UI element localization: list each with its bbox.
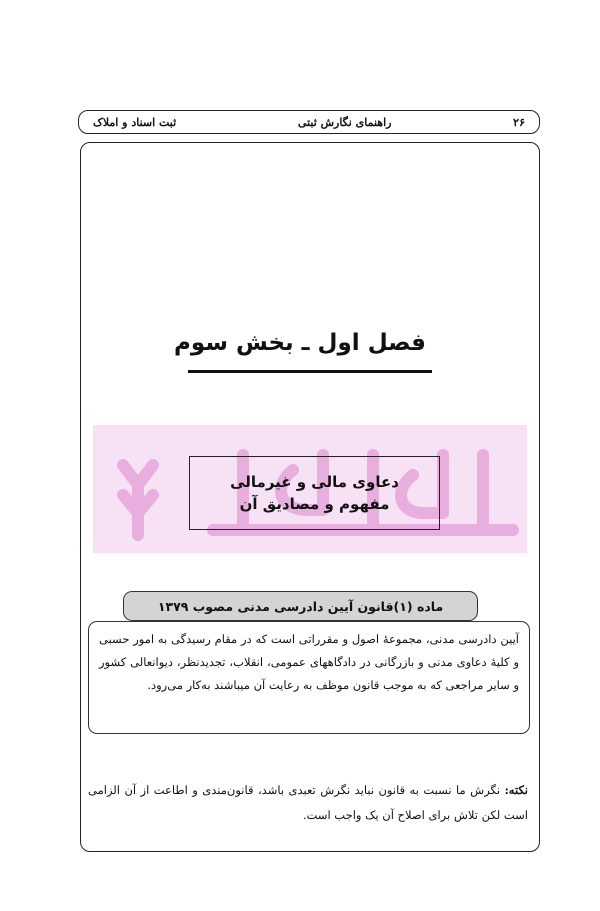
running-header — [78, 110, 540, 134]
note-paragraph — [88, 778, 528, 828]
section-title: ثبت اسناد و املاک — [93, 115, 177, 129]
section-title-box — [189, 456, 440, 530]
note-label: نکته: — [504, 783, 528, 797]
article-body: آیین دادرسی مدنی، مجموعهٔ اصول و مقرراتی است که در مقام رسیدگی به امور حسبی و کلیهٔ دعاوی مدنی و بازرگانی در دادگاههای عمومی، انقلاب، تجدیدنظر، دیوانعالی کشور و سایر مراجعی که به موجب قانون موظف به رعایت آن میباشند به‌کار می‌رود. — [88, 621, 530, 734]
section-title-line-1: دعاوی مالی و غیرمالی — [230, 473, 399, 491]
book-title: راهنمای نگارش ثبتی — [297, 115, 392, 129]
chapter-underline — [188, 370, 432, 373]
section-title-line-2: مفهوم و مصادیق آن — [239, 495, 390, 513]
article-heading: ماده (۱)قانون آیین دادرسی مدنی مصوب ۱۳۷۹ — [123, 591, 478, 621]
chapter-title: فصل اول ـ بخش سوم — [174, 330, 426, 356]
page-number: ۲۶ — [513, 115, 525, 129]
note-text: نگرش ما نسبت به قانون نباید نگرش تعبدی باشد، قانون‌مندی و اطاعت از آن الزامی است لکن تلاش برای اصلاح آن یک واجب است. — [88, 783, 528, 822]
